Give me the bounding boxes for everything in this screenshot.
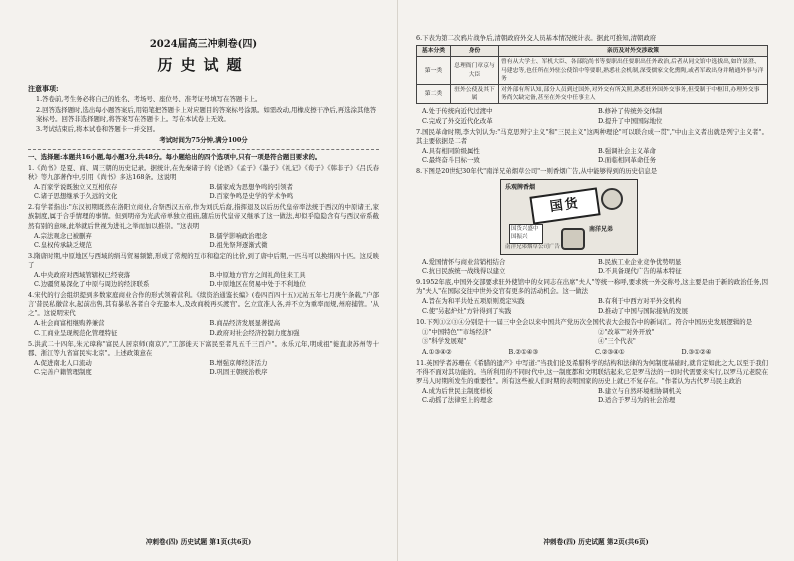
options-10 — [416, 348, 768, 357]
table-cell: 第一类 — [417, 57, 451, 85]
cigarette-advertisement-image — [500, 179, 638, 255]
option: B.建立与自然环境相协调机关 — [598, 387, 682, 396]
option: B.商品经济发展显著提高 — [209, 319, 281, 328]
option: C.皇权传承缺乏规范 — [34, 240, 92, 249]
ad-caption: 南洋兄弟烟草公司广告 — [505, 244, 561, 251]
items-10 — [416, 328, 768, 346]
table-row — [417, 57, 768, 85]
options-7 — [416, 147, 768, 165]
page-footer: 冲刺卷(四) 历史试题 第2页(共6页) — [543, 537, 649, 546]
option: B.修补了传统外交体制 — [598, 107, 663, 116]
question-5: 5.洪武二十四年,朱元璋称"富民人居京师(南京)","工部徙天下富民至者凡五千三百户"。永乐元年,明成祖"徙直隶苏州等十郡、浙江等九省富民实北京"。上述政策意在 — [28, 339, 379, 357]
option: A.宗法观念已被删弃 — [34, 231, 92, 240]
ad-sign: 国货 — [529, 187, 600, 224]
option: A.百家学说既独立又互相依存 — [34, 183, 118, 192]
question-9: 9.1952年底,中国外交部要求驻外使馆中的女同志在出席"夫人"等统一称呼,要求统一外交称号,这主要是由于新的政治任务,因为"夫人"在国际交往中世外交官有更多的活动机会。这一做法 — [416, 278, 768, 296]
option: D.③①②④ — [681, 347, 712, 356]
option: B.儒家成为思想争鸣的引领者 — [209, 183, 293, 192]
option: C.完成了外交近代化改革 — [422, 116, 493, 125]
option: A.爱国情怀与商业营销相结合 — [422, 258, 506, 267]
page-footer: 冲刺卷(四) 历史试题 第1页(共6页) — [145, 537, 252, 546]
notice-heading: 注意事项: — [28, 84, 59, 94]
question-4: 4.宋代的行会组织提到多数家庭商业合作的形式领着营利。《续资治通鉴长编》(卷四百四十五)元祐五年七月庚午条载,"户部言'昔民私徽营水,起前出售,其有暴私各者自令充盈本人,及改商税再买渡官'。乞立宣准人各,并不立为重率而规,州府捕管。'从之"。这说明宋代 — [28, 291, 379, 318]
divider — [28, 149, 379, 150]
ad-text: 国货兴盛中国振兴 — [509, 224, 543, 244]
question-1: 1.《尚书》是夏、商、周三朝的历史记录。据统计,在先秦诸子的《论语》《孟子》《墨子》《礼记》《荀子》《韩非子》《吕氏春秋》等九部著作中,引用《尚书》多达168条。这说明 — [28, 163, 379, 182]
option: C.边疆贸易深化了中原与周边的经济联系 — [34, 280, 150, 289]
table-cell: 曾有从大学士、军机大臣、各部院尚书等要职出任要职出任外政治,后者从同文馆中选拔出,如许景澄、马建忠等,也任所在外驻公使馆中等要职,熟悉社会机制,深受儒家文化熏陶,或者军政出身并精通外事与洋务 — [499, 57, 768, 85]
options-5 — [28, 359, 379, 377]
options-6 — [416, 107, 768, 125]
question-2: 2.有学者指出:"东汉初期既然在洛阳立商业,合祭西汉五帝,作为刘氏后裔,指挥退及以后历代皇帝率法统于西汉的中原诸王,家族制度,属于合乎情理的事情。但到明帝为光武帝单独立祖庙,随后历代皇帝又继承了这一做法,却似乎隐隐含有与西汉帝系截然有别的意味,此举就后世视为进礼之举而加以推崇。"这表明 — [28, 203, 379, 230]
option: C.使"另起炉灶"方针得到了实践 — [422, 306, 512, 315]
notice-item: 2.回答选择题时,选出每小题答案后,用铅笔把答题卡上对应题目的答案标号涂黑。如需改动,用橡皮擦干净后,再选涂其他答案标号。回答非选择题时,将答案写在答题卡上。写在本试卷上无效。 — [36, 105, 377, 123]
list-item: ①"中国特色""市场经济" — [422, 327, 492, 336]
list-item: ④"三个代表" — [598, 336, 636, 345]
option: D.百家争鸣是史学的学术争鸣 — [209, 192, 294, 201]
option: D.适合于罗马为的社会治理 — [598, 396, 676, 405]
option: D.祖先祭拜逐渐式微 — [209, 240, 268, 249]
option: B.儒学影响政治理念 — [209, 231, 268, 240]
option: B.中原地方官方之间礼尚往来工具 — [209, 271, 306, 280]
table-cell: 总理衙门章京与大臣 — [451, 57, 499, 85]
options-8 — [416, 258, 768, 276]
option: D.中原地区在贸易中处于不利地位 — [209, 280, 306, 289]
option: B.强调社会主义革命 — [598, 146, 656, 155]
exam-title: 2024届高三冲刺卷(四) — [149, 39, 258, 50]
right-page — [397, 0, 794, 561]
option: C.抗日民族统一战线得以建立 — [422, 267, 506, 276]
table-header: 亲历及对外交涉政策 — [499, 46, 768, 57]
option: B.增强京师经济活力 — [209, 358, 268, 367]
table-cell: 第二类 — [417, 84, 451, 103]
option: D.提升了中国国际地位 — [598, 116, 663, 125]
notice-item: 1.答卷前,考生务必将自己的姓名、考场号、座位号、准考证号填写在答题卡上。 — [36, 95, 262, 104]
figure-body-icon — [561, 228, 585, 250]
option: A.旨在为和平共处五项原则奠定实践 — [422, 297, 525, 306]
option: B.有利于中西方对平外交机构 — [598, 297, 682, 306]
option: C.②③④① — [595, 347, 625, 356]
option: C.最终奋斗目标一致 — [422, 155, 480, 164]
option: C.诸子思想继承于久远的文化 — [34, 192, 118, 201]
table-row — [417, 84, 768, 103]
option: B.民族工业企业竞争优势明显 — [598, 258, 682, 267]
question-7: 7.国民革命时期,李大钊认为:"马克思列宁主义"和"三民主义"这两种理论"可以联合成一贯","中山主义者出就是列宁主义者"。其主要依据是二者 — [416, 127, 768, 145]
option: A.①③④② — [422, 347, 452, 356]
option: A.具有相同阶级属性 — [422, 146, 480, 155]
list-item: ②"改革""对外开放" — [598, 327, 655, 336]
options-2 — [28, 232, 379, 250]
option: A.促进南北人口流动 — [34, 358, 92, 367]
option: A.处于传统向近代过渡中 — [422, 107, 493, 116]
table-header: 身份 — [451, 46, 499, 57]
question-8: 8.下图是20世纪30年代"南洋兄弟烟草公司"一则香烟广告,从中能够得到的历史信息是 — [416, 166, 658, 175]
options-3 — [28, 271, 379, 289]
list-item: ③"科学发展观" — [422, 336, 467, 345]
option: D.推动了中国与国际接轨的发展 — [598, 306, 689, 315]
question-10: 10.下列①②③④分别是十一届三中全会以来中国共产党历次全国代表大会报告中的新词汇。符合中国历史发展逻辑的是 — [416, 317, 753, 326]
section-heading: 一、选择题:本题共16小题,每小题3分,共48分。每小题给出的四个选项中,只有一项是符合题目要求的。 — [28, 152, 322, 161]
option: D.不具备现代广告的基本特征 — [598, 267, 682, 276]
table-header: 基本分类 — [417, 46, 451, 57]
option: D.政府对社会经济控制力度加强 — [209, 328, 300, 337]
question-11: 11.英国学者苏珊在《希腊的遗产》中写道:"当我们论及希腊科学的结构和法律的为何制度基础时,就肯定如此之大,以至于我们不得不面对其功能的。当所利用的不同时代中,这一制度都和文明联结起来,它是罗马法的一切时代需要来实行,以罗马元老院在罗马人时期所发生的重要性"。所有这些被人们时期的表明国家的历史上就已不复存在。"作者认为古代罗马民主政治 — [416, 359, 768, 386]
option: A.成为后世民主制度样板 — [422, 387, 493, 396]
diplomat-table — [416, 45, 768, 104]
table-header-row — [417, 46, 768, 57]
question-6: 6.下表为第二次鸦片战争后,清朝政府外交人员基本情况统计表。据此可推知,清朝政府 — [416, 34, 657, 42]
table-cell: 对外部有所认知,部分人员到过国外,对外交有所关照,熟悉驻外国外交事务,但受制于中枢旧,办理外交事务尚欠缺完备,甚至在外交中任事主人 — [499, 84, 768, 103]
options-9 — [416, 297, 768, 315]
question-3: 3.隋唐时期,中原地区与西域的绢马贸易频繁,形成了常规的互市和稳定的比价,到了唐中后期,一匹马可以换绢四十匹。这反映了 — [28, 251, 379, 269]
options-11 — [416, 387, 768, 405]
figure-head-icon — [601, 188, 623, 210]
ad-text: 南洋兄弟 — [589, 226, 614, 234]
option: C.工商业呈现规范化管理特征 — [34, 328, 118, 337]
option: D.巩固王朝统治秩序 — [209, 367, 268, 376]
ad-text: 乐观牌香烟 — [505, 184, 536, 192]
table-cell: 驻外公使及其下属 — [451, 84, 499, 103]
option: A.社会商富相继购养兼营 — [34, 319, 105, 328]
option: A.中央政府对西域管辖权已经衰落 — [34, 271, 131, 280]
option: C.动摇了法律至上的理念 — [422, 396, 493, 405]
options-1 — [28, 183, 379, 201]
option: D.面临相同革命任务 — [598, 155, 657, 164]
option: B.②①④③ — [508, 347, 539, 356]
options-4 — [28, 319, 379, 337]
exam-time: 考试时间为75分钟,满分100分 — [159, 135, 248, 144]
option: C.完善户籍管理制度 — [34, 367, 92, 376]
notice-item: 3.考试结束后,将本试卷和答题卡一并交回。 — [36, 124, 160, 133]
subject-title: 历史试题 — [157, 56, 250, 75]
